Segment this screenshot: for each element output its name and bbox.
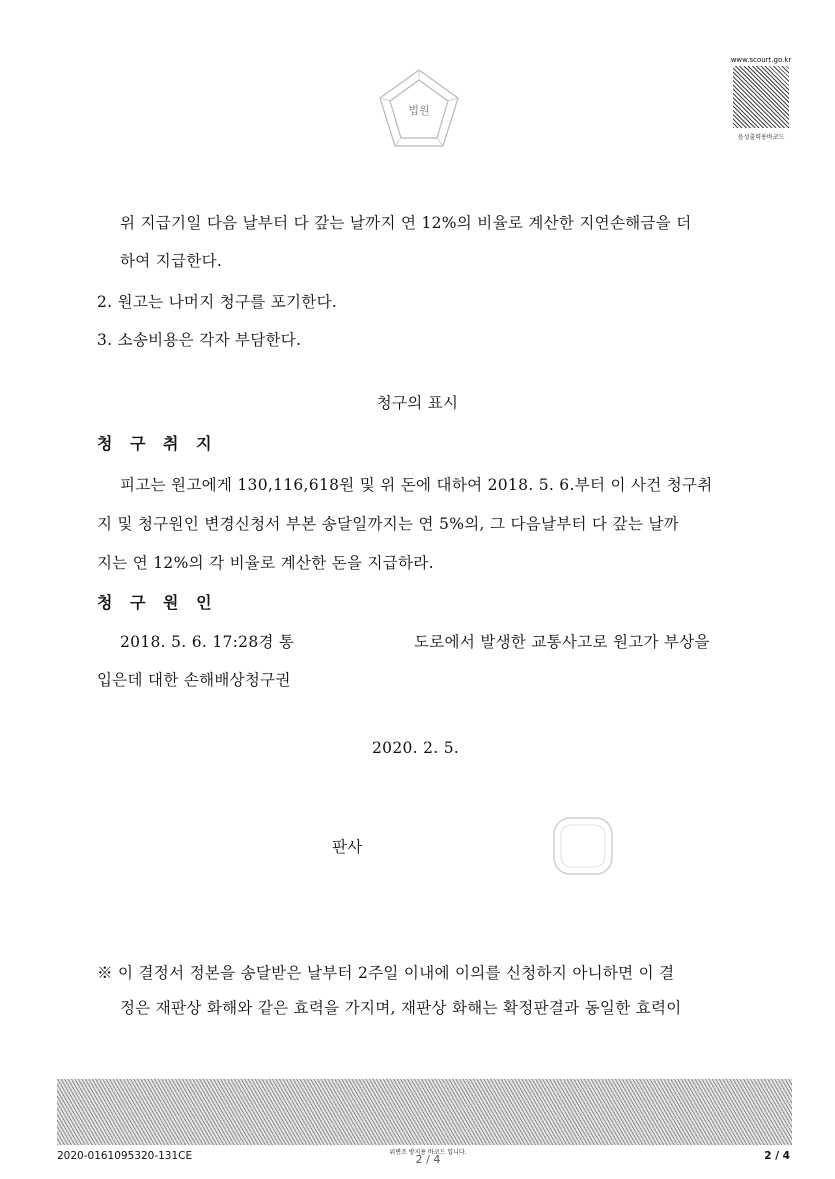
qr-code-icon xyxy=(733,66,789,128)
barcode-notice: 위변조 방지용 바코드 입니다. xyxy=(389,1149,467,1156)
decision-date: 2020. 2. 5. xyxy=(372,739,460,757)
cause-heading: 청 구 원 인 xyxy=(97,593,218,612)
notice-line-1: ※ 이 결정서 정본을 송달받은 날부터 2주일 이내에 이의를 신청하지 아니하면 이 결 xyxy=(97,964,675,982)
barcode-url: www.scourt.go.kr xyxy=(730,56,792,64)
body-line-1: 위 지급기일 다음 날부터 다 갚는 날까지 연 12%의 비율로 계산한 지연손해금을 더 xyxy=(120,214,692,232)
document-number: 2020-0161095320-131CE xyxy=(57,1150,193,1162)
cause-line-2: 입은데 대한 손해배상청구권 xyxy=(97,671,291,689)
notice-line-2: 정은 재판상 화해와 같은 효력을 가지며, 재판상 화해는 확정판결과 동일한 효력이 xyxy=(120,999,682,1017)
barcode-caption: 음성출력용바코드 xyxy=(737,134,785,141)
list-item-3: 3. 소송비용은 각자 부담한다. xyxy=(97,331,302,349)
claim-title: 청구의 표시 xyxy=(376,394,459,412)
purpose-heading: 청 구 취 지 xyxy=(97,434,218,453)
judge-seal xyxy=(548,812,618,880)
cause-line-1-left: 2018. 5. 6. 17:28경 통 xyxy=(120,633,295,651)
anti-forgery-barcode xyxy=(57,1079,792,1145)
court-seal-label: 법원 xyxy=(408,104,430,117)
court-seal xyxy=(376,66,462,152)
voice-barcode xyxy=(730,56,792,140)
purpose-line-3: 지는 연 12%의 각 비율로 계산한 돈을 지급하라. xyxy=(97,554,434,572)
judge-label: 판사 xyxy=(332,838,363,856)
cause-line-1-right: 도로에서 발생한 교통사고로 원고가 부상을 xyxy=(414,633,710,651)
list-item-2: 2. 원고는 나머지 청구를 포기한다. xyxy=(97,293,338,311)
purpose-line-2: 지 및 청구원인 변경신청서 부본 송달일까지는 연 5%의, 그 다음날부터 다 갚는 날까 xyxy=(97,515,679,533)
page-number: 2 / 4 xyxy=(764,1150,790,1162)
body-line-2: 하여 지급한다. xyxy=(120,252,223,270)
center-page-number: 2 / 4 xyxy=(415,1153,441,1166)
purpose-line-1: 피고는 원고에게 130,116,618원 및 위 돈에 대하여 2018. 5. 6.부터 이 사건 청구취 xyxy=(120,476,713,494)
